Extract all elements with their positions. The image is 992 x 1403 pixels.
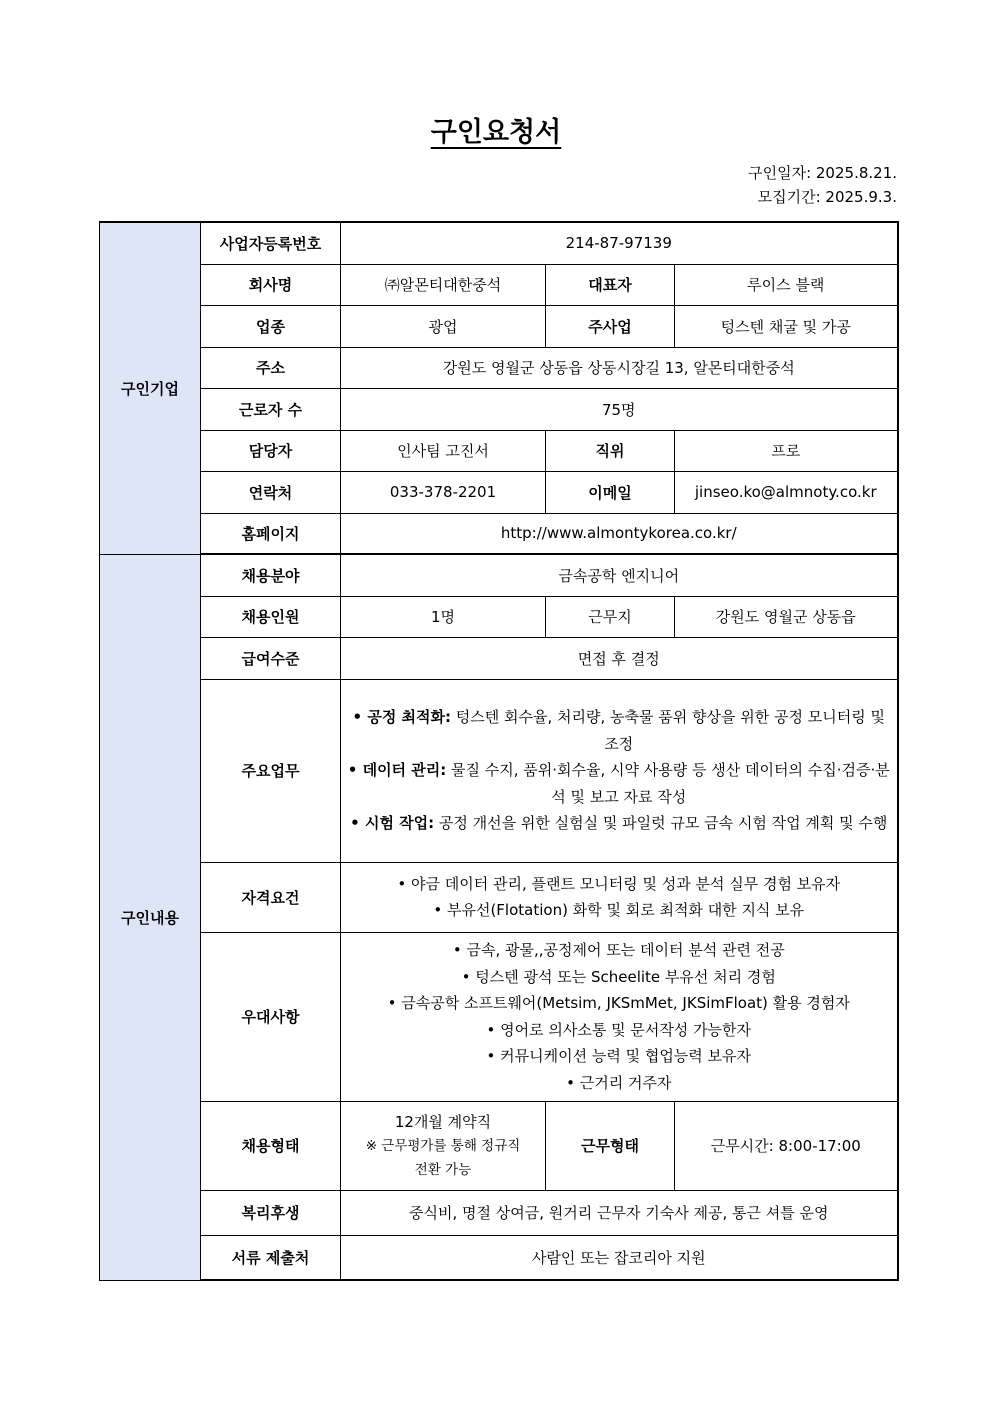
salary-label: 급여수준 (201, 637, 341, 679)
headcount-label: 채용인원 (201, 596, 341, 637)
ceo-label: 대표자 (546, 264, 675, 305)
document-title: 구인요청서 (430, 117, 562, 148)
industry-label: 업종 (201, 305, 341, 347)
submit-value: 사람인 또는 잡코리아 지원 (341, 1235, 898, 1280)
pref-list (341, 932, 898, 1101)
position-value: 프로 (675, 430, 898, 471)
workers-label: 근로자 수 (201, 388, 341, 430)
qual-label: 자격요건 (201, 862, 341, 932)
work-type-value: 근무시간: 8:00-17:00 (675, 1101, 898, 1190)
job-section-label: 구인내용 (100, 554, 201, 1280)
pref-item: • 영어로 의사소통 및 문서작성 가능한자 (486, 1020, 752, 1039)
contact-person-value: 인사팀 고진서 (341, 430, 546, 471)
company-section-label: 구인기업 (100, 222, 201, 554)
qual-item: • 부유선(Flotation) 화학 및 회로 최적화 대한 지식 보유 (433, 901, 805, 919)
pref-item: • 커뮤니케이션 능력 및 협업능력 보유자 (486, 1047, 752, 1065)
position-label: 직위 (546, 430, 675, 471)
welfare-value: 중식비, 명절 상여금, 원거리 근무자 기숙사 제공, 통근 셔틀 운영 (341, 1190, 898, 1235)
welfare-label: 복리후생 (201, 1190, 341, 1235)
duty-item: • 데이터 관리: 물질 수지, 품위·회수율, 시약 사용량 등 생산 데이터의 수집·검증·분석 및 보고 자료 작성 (347, 761, 890, 806)
headcount-value: 1명 (341, 596, 546, 637)
qual-list (341, 862, 898, 932)
industry-value: 광업 (341, 305, 546, 347)
duty-item: • 시험 작업: 공정 개선을 위한 실험실 및 파일럿 규모 금속 시험 작업 계획 및 수행 (350, 814, 888, 833)
phone-value: 033-378-2201 (341, 471, 546, 513)
submit-label: 서류 제출처 (201, 1235, 341, 1280)
job-request-form (99, 221, 899, 1281)
main-biz-label: 주사업 (546, 305, 675, 347)
email-label: 이메일 (546, 471, 675, 513)
address-value: 강원도 영월군 상동읍 상동시장길 13, 알몬티대한중석 (341, 347, 898, 388)
homepage-label: 홈페이지 (201, 513, 341, 554)
work-type-label: 근무형태 (546, 1101, 675, 1190)
pref-item: • 금속, 광물,,공정제어 또는 데이터 분석 관련 전공 (452, 941, 785, 959)
pref-item: • 근거리 거주자 (566, 1073, 672, 1092)
pref-item: • 금속공학 소프트웨어(Metsim, JKSmMet, JKSimFloat) 활용 경험자 (387, 994, 850, 1012)
salary-value: 면접 후 결정 (341, 637, 898, 679)
pref-label: 우대사항 (201, 932, 341, 1101)
emp-type-value: 12개월 계약직 ※ 근무평가를 통해 정규직 전환 가능 (341, 1101, 546, 1190)
request-date: 구인일자: 2025.8.21. (748, 164, 897, 182)
workers-value: 75명 (341, 388, 898, 430)
contact-person-label: 담당자 (201, 430, 341, 471)
homepage-value: http://www.almontykorea.co.kr/ (341, 513, 898, 554)
location-value: 강원도 영월군 상동읍 (675, 596, 898, 637)
field-label: 채용분야 (201, 554, 341, 596)
phone-label: 연락처 (201, 471, 341, 513)
address-label: 주소 (201, 347, 341, 388)
pref-item: • 텅스텐 광석 또는 Scheelite 부유선 처리 경험 (461, 967, 776, 986)
field-value: 금속공학 엔지니어 (341, 554, 898, 596)
qual-item: • 야금 데이터 관리, 플랜트 모니터링 및 성과 분석 실무 경험 보유자 (397, 874, 841, 893)
company-name-value: ㈜알몬티대한중석 (341, 264, 546, 305)
emp-type-label: 채용형태 (201, 1101, 341, 1190)
email-value: jinseo.ko@almnoty.co.kr (675, 471, 898, 513)
duty-item: • 공정 최적화: 텅스텐 회수율, 처리량, 농축물 품위 향상을 위한 공정 모니터링 및 조정 (352, 708, 885, 753)
company-name-label: 회사명 (201, 264, 341, 305)
biz-no-label: 사업자등록번호 (201, 222, 341, 264)
recruit-period: 모집기간: 2025.9.3. (757, 188, 897, 206)
duties-list (341, 679, 898, 862)
main-biz-value: 텅스텐 채굴 및 가공 (675, 305, 898, 347)
ceo-value: 루이스 블랙 (675, 264, 898, 305)
location-label: 근무지 (546, 596, 675, 637)
duties-label: 주요업무 (201, 679, 341, 862)
biz-no-value: 214-87-97139 (341, 222, 898, 264)
